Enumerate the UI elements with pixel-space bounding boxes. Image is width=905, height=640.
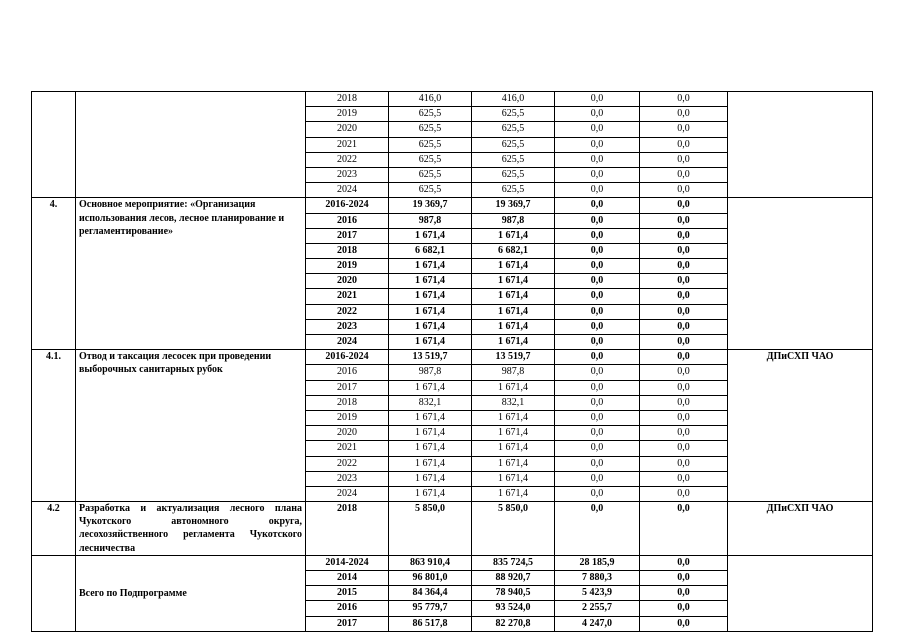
budget-federal-cell: 0,0: [555, 122, 640, 137]
budget-federal-cell: 0,0: [555, 243, 640, 258]
budget-federal-cell: 0,0: [555, 410, 640, 425]
budget-okrug-cell: 625,5: [472, 137, 555, 152]
year-cell: 2024: [306, 183, 389, 198]
total-cell: 19 369,7: [389, 198, 472, 213]
budget-okrug-cell: 625,5: [472, 152, 555, 167]
executor-cell: [728, 555, 873, 631]
total-cell: 1 671,4: [389, 335, 472, 350]
budget-okrug-cell: 78 940,5: [472, 586, 555, 601]
other-sources-cell: 0,0: [640, 365, 728, 380]
other-sources-cell: 0,0: [640, 92, 728, 107]
row-number-cell: 4.: [32, 198, 76, 350]
year-cell: 2022: [306, 456, 389, 471]
budget-federal-cell: 4 247,0: [555, 616, 640, 631]
total-cell: 1 671,4: [389, 304, 472, 319]
other-sources-cell: 0,0: [640, 289, 728, 304]
total-cell: 1 671,4: [389, 228, 472, 243]
total-cell: 625,5: [389, 137, 472, 152]
total-cell: 6 682,1: [389, 243, 472, 258]
budget-federal-cell: 0,0: [555, 92, 640, 107]
budget-okrug-cell: 832,1: [472, 395, 555, 410]
budget-federal-cell: 0,0: [555, 380, 640, 395]
budget-federal-cell: 0,0: [555, 365, 640, 380]
other-sources-cell: 0,0: [640, 486, 728, 501]
budget-okrug-cell: 1 671,4: [472, 456, 555, 471]
total-cell: 1 671,4: [389, 274, 472, 289]
budget-okrug-cell: 987,8: [472, 213, 555, 228]
table-row: [32, 92, 873, 107]
year-cell: 2016: [306, 365, 389, 380]
budget-okrug-cell: 1 671,4: [472, 259, 555, 274]
budget-okrug-cell: 1 671,4: [472, 228, 555, 243]
year-cell: 2020: [306, 274, 389, 289]
budget-okrug-cell: 1 671,4: [472, 319, 555, 334]
other-sources-cell: 0,0: [640, 471, 728, 486]
activity-name-cell: Основное мероприятие: «Организация использования лесов, лесное планирование и регламентирование»: [76, 198, 306, 350]
other-sources-cell: 0,0: [640, 259, 728, 274]
budget-federal-cell: 0,0: [555, 304, 640, 319]
other-sources-cell: 0,0: [640, 304, 728, 319]
total-cell: 625,5: [389, 122, 472, 137]
budget-okrug-cell: 1 671,4: [472, 486, 555, 501]
budget-okrug-cell: 1 671,4: [472, 304, 555, 319]
year-cell: 2016: [306, 601, 389, 616]
budget-federal-cell: 0,0: [555, 502, 640, 556]
year-cell: 2016-2024: [306, 350, 389, 365]
activity-name-cell: Отвод и таксация лесосек при проведении выборочных санитарных рубок: [76, 350, 306, 502]
budget-federal-cell: 2 255,7: [555, 601, 640, 616]
year-cell: 2018: [306, 243, 389, 258]
budget-federal-cell: 0,0: [555, 350, 640, 365]
budget-okrug-cell: 1 671,4: [472, 441, 555, 456]
total-cell: 832,1: [389, 395, 472, 410]
budget-federal-cell: 0,0: [555, 289, 640, 304]
total-cell: 86 517,8: [389, 616, 472, 631]
budget-okrug-cell: 987,8: [472, 365, 555, 380]
total-cell: 625,5: [389, 183, 472, 198]
executor-cell: ДПиСХП ЧАО: [728, 350, 873, 502]
budget-federal-cell: 7 880,3: [555, 571, 640, 586]
other-sources-cell: 0,0: [640, 426, 728, 441]
budget-federal-cell: 0,0: [555, 319, 640, 334]
budget-okrug-cell: 835 724,5: [472, 555, 555, 570]
year-cell: 2016: [306, 213, 389, 228]
total-cell: 1 671,4: [389, 471, 472, 486]
year-cell: 2014-2024: [306, 555, 389, 570]
budget-okrug-cell: 1 671,4: [472, 471, 555, 486]
budget-okrug-cell: 5 850,0: [472, 502, 555, 556]
year-cell: 2022: [306, 304, 389, 319]
row-number-cell: [32, 555, 76, 631]
executor-cell: [728, 198, 873, 350]
year-cell: 2017: [306, 616, 389, 631]
budget-okrug-cell: 1 671,4: [472, 410, 555, 425]
budget-federal-cell: 0,0: [555, 456, 640, 471]
year-cell: 2023: [306, 471, 389, 486]
activity-name-cell: [76, 92, 306, 198]
other-sources-cell: 0,0: [640, 395, 728, 410]
activity-name-cell: Всего по Подпрограмме: [76, 555, 306, 631]
other-sources-cell: 0,0: [640, 198, 728, 213]
budget-federal-cell: 0,0: [555, 259, 640, 274]
total-cell: 1 671,4: [389, 259, 472, 274]
budget-table: [31, 91, 873, 632]
table-row: [32, 198, 873, 213]
other-sources-cell: 0,0: [640, 380, 728, 395]
other-sources-cell: 0,0: [640, 586, 728, 601]
year-cell: 2024: [306, 335, 389, 350]
budget-federal-cell: 0,0: [555, 441, 640, 456]
activity-name-cell: Разработка и актуализация лесного плана Чукотского автономного округа, лесохозяйственного регламента Чукотского лесничества: [76, 502, 306, 556]
budget-okrug-cell: 88 920,7: [472, 571, 555, 586]
other-sources-cell: 0,0: [640, 167, 728, 182]
table-row: [32, 555, 873, 570]
table-row: [32, 502, 873, 556]
total-cell: 1 671,4: [389, 410, 472, 425]
budget-okrug-cell: 416,0: [472, 92, 555, 107]
total-cell: 863 910,4: [389, 555, 472, 570]
executor-cell: ДПиСХП ЧАО: [728, 502, 873, 556]
total-cell: 1 671,4: [389, 441, 472, 456]
budget-federal-cell: 0,0: [555, 137, 640, 152]
total-cell: 84 364,4: [389, 586, 472, 601]
executor-cell: [728, 92, 873, 198]
budget-federal-cell: 0,0: [555, 471, 640, 486]
budget-okrug-cell: 625,5: [472, 183, 555, 198]
total-cell: 1 671,4: [389, 289, 472, 304]
budget-okrug-cell: 625,5: [472, 167, 555, 182]
total-cell: 96 801,0: [389, 571, 472, 586]
budget-okrug-cell: 82 270,8: [472, 616, 555, 631]
year-cell: 2020: [306, 426, 389, 441]
budget-federal-cell: 0,0: [555, 228, 640, 243]
total-cell: 625,5: [389, 167, 472, 182]
budget-okrug-cell: 6 682,1: [472, 243, 555, 258]
total-cell: 1 671,4: [389, 426, 472, 441]
other-sources-cell: 0,0: [640, 555, 728, 570]
total-cell: 625,5: [389, 152, 472, 167]
year-cell: 2018: [306, 395, 389, 410]
year-cell: 2019: [306, 410, 389, 425]
other-sources-cell: 0,0: [640, 137, 728, 152]
other-sources-cell: 0,0: [640, 152, 728, 167]
other-sources-cell: 0,0: [640, 456, 728, 471]
budget-okrug-cell: 1 671,4: [472, 289, 555, 304]
table-body: [32, 92, 873, 632]
budget-okrug-cell: 1 671,4: [472, 274, 555, 289]
year-cell: 2023: [306, 319, 389, 334]
budget-federal-cell: 0,0: [555, 274, 640, 289]
other-sources-cell: 0,0: [640, 122, 728, 137]
total-cell: 416,0: [389, 92, 472, 107]
budget-okrug-cell: 625,5: [472, 107, 555, 122]
other-sources-cell: 0,0: [640, 616, 728, 631]
budget-federal-cell: 0,0: [555, 152, 640, 167]
row-number-cell: [32, 92, 76, 198]
row-number-cell: 4.2: [32, 502, 76, 556]
year-cell: 2021: [306, 289, 389, 304]
year-cell: 2015: [306, 586, 389, 601]
total-cell: 987,8: [389, 213, 472, 228]
budget-federal-cell: 0,0: [555, 395, 640, 410]
budget-okrug-cell: 625,5: [472, 122, 555, 137]
other-sources-cell: 0,0: [640, 441, 728, 456]
budget-okrug-cell: 1 671,4: [472, 380, 555, 395]
budget-federal-cell: 0,0: [555, 198, 640, 213]
budget-okrug-cell: 93 524,0: [472, 601, 555, 616]
other-sources-cell: 0,0: [640, 502, 728, 556]
other-sources-cell: 0,0: [640, 183, 728, 198]
total-cell: 1 671,4: [389, 486, 472, 501]
other-sources-cell: 0,0: [640, 274, 728, 289]
year-cell: 2016-2024: [306, 198, 389, 213]
budget-federal-cell: 0,0: [555, 335, 640, 350]
total-cell: 625,5: [389, 107, 472, 122]
budget-okrug-cell: 19 369,7: [472, 198, 555, 213]
table-row: [32, 350, 873, 365]
budget-federal-cell: 0,0: [555, 486, 640, 501]
year-cell: 2023: [306, 167, 389, 182]
other-sources-cell: 0,0: [640, 350, 728, 365]
total-cell: 1 671,4: [389, 380, 472, 395]
year-cell: 2017: [306, 380, 389, 395]
other-sources-cell: 0,0: [640, 107, 728, 122]
other-sources-cell: 0,0: [640, 571, 728, 586]
total-cell: 13 519,7: [389, 350, 472, 365]
year-cell: 2019: [306, 107, 389, 122]
budget-federal-cell: 0,0: [555, 426, 640, 441]
total-cell: 1 671,4: [389, 319, 472, 334]
total-cell: 1 671,4: [389, 456, 472, 471]
other-sources-cell: 0,0: [640, 243, 728, 258]
total-cell: 5 850,0: [389, 502, 472, 556]
other-sources-cell: 0,0: [640, 213, 728, 228]
year-cell: 2024: [306, 486, 389, 501]
budget-okrug-cell: 1 671,4: [472, 335, 555, 350]
year-cell: 2019: [306, 259, 389, 274]
other-sources-cell: 0,0: [640, 335, 728, 350]
year-cell: 2018: [306, 92, 389, 107]
year-cell: 2022: [306, 152, 389, 167]
row-number-cell: 4.1.: [32, 350, 76, 502]
year-cell: 2018: [306, 502, 389, 556]
total-cell: 987,8: [389, 365, 472, 380]
total-cell: 95 779,7: [389, 601, 472, 616]
other-sources-cell: 0,0: [640, 410, 728, 425]
budget-federal-cell: 0,0: [555, 183, 640, 198]
year-cell: 2017: [306, 228, 389, 243]
budget-okrug-cell: 13 519,7: [472, 350, 555, 365]
year-cell: 2014: [306, 571, 389, 586]
year-cell: 2020: [306, 122, 389, 137]
budget-okrug-cell: 1 671,4: [472, 426, 555, 441]
other-sources-cell: 0,0: [640, 228, 728, 243]
budget-federal-cell: 0,0: [555, 107, 640, 122]
budget-federal-cell: 0,0: [555, 167, 640, 182]
other-sources-cell: 0,0: [640, 319, 728, 334]
year-cell: 2021: [306, 137, 389, 152]
budget-federal-cell: 5 423,9: [555, 586, 640, 601]
budget-federal-cell: 0,0: [555, 213, 640, 228]
other-sources-cell: 0,0: [640, 601, 728, 616]
budget-federal-cell: 28 185,9: [555, 555, 640, 570]
year-cell: 2021: [306, 441, 389, 456]
